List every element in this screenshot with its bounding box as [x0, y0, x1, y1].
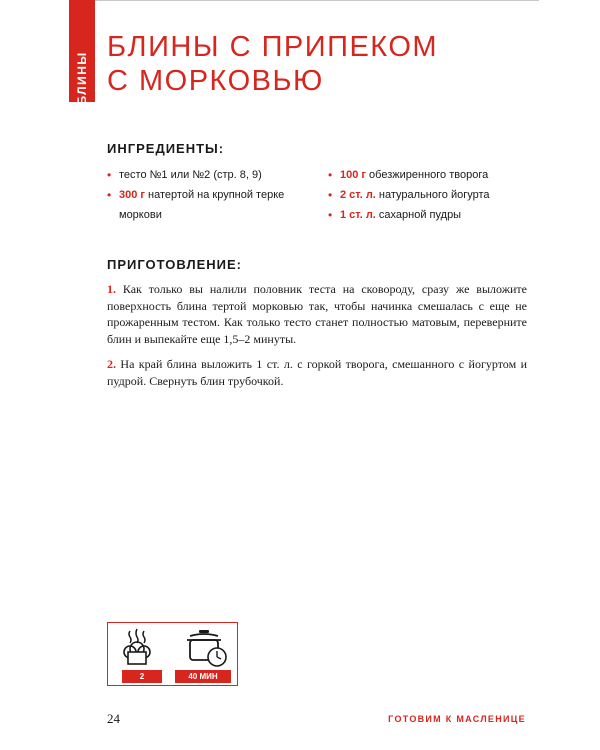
ingredient-amount: 300 г	[119, 189, 145, 201]
ingredient-item	[328, 185, 548, 205]
section-side-tab	[69, 0, 95, 105]
recipe-title-line-2: С МОРКОВЬЮ	[107, 65, 324, 97]
chef-hat-icon	[122, 628, 152, 666]
servings-badge: 2	[122, 670, 162, 683]
ingredient-text: натертой на крупной терке моркови	[119, 189, 285, 221]
ingredients-list-right	[328, 165, 548, 225]
step-number: 1.	[107, 282, 116, 296]
ingredient-amount: 1 ст. л.	[340, 209, 376, 221]
preparation-step-1	[107, 281, 527, 347]
ingredient-item	[107, 165, 307, 185]
ingredient-text: обезжиренного творога	[366, 169, 489, 181]
section-side-tab-label: БЛИНЫ	[75, 51, 89, 105]
recipe-title-line-1: БЛИНЫ С ПРИПЕКОМ	[107, 31, 439, 63]
book-title-footer: ГОТОВИМ К МАСЛЕНИЦЕ	[388, 714, 526, 724]
ingredient-text: тесто №1 или №2 (стр. 8, 9)	[119, 169, 262, 181]
cooking-time-badge: 40 МИН	[175, 670, 231, 683]
ingredients-list-left	[107, 165, 307, 225]
preparation-step-2	[107, 356, 527, 389]
ingredients-heading: ИНГРЕДИЕНТЫ:	[107, 141, 225, 156]
ingredient-amount: 100 г	[340, 169, 366, 181]
preparation-heading: ПРИГОТОВЛЕНИЕ:	[107, 257, 242, 272]
pot-timer-icon	[185, 628, 231, 668]
ingredient-text: натурального йогурта	[375, 189, 490, 201]
step-number: 2.	[107, 357, 116, 371]
ingredient-item	[328, 205, 548, 225]
ingredient-amount: 2 ст. л.	[340, 189, 376, 201]
step-text: На край блина выложить 1 ст. л. с горкой творога, смешанного с йогуртом и пудрой. Свернуть блин трубочкой.	[107, 357, 527, 388]
recipe-info-box	[107, 622, 238, 686]
page-number: 24	[107, 711, 120, 726]
ingredient-item	[107, 185, 307, 225]
ingredient-item	[328, 165, 548, 185]
top-border-line	[69, 0, 539, 1]
step-text: Как только вы налили половник теста на сковороду, сразу же выложите поверхность блина тертой морковью так, чтобы начинка смешалась с еще не прожаренным тестом. Как только тесто станет полностью матовым, переверните блин и выпекайте еще 1,5–2 минуты.	[107, 282, 527, 346]
recipe-title	[107, 30, 438, 98]
ingredient-text: сахарной пудры	[375, 209, 462, 221]
